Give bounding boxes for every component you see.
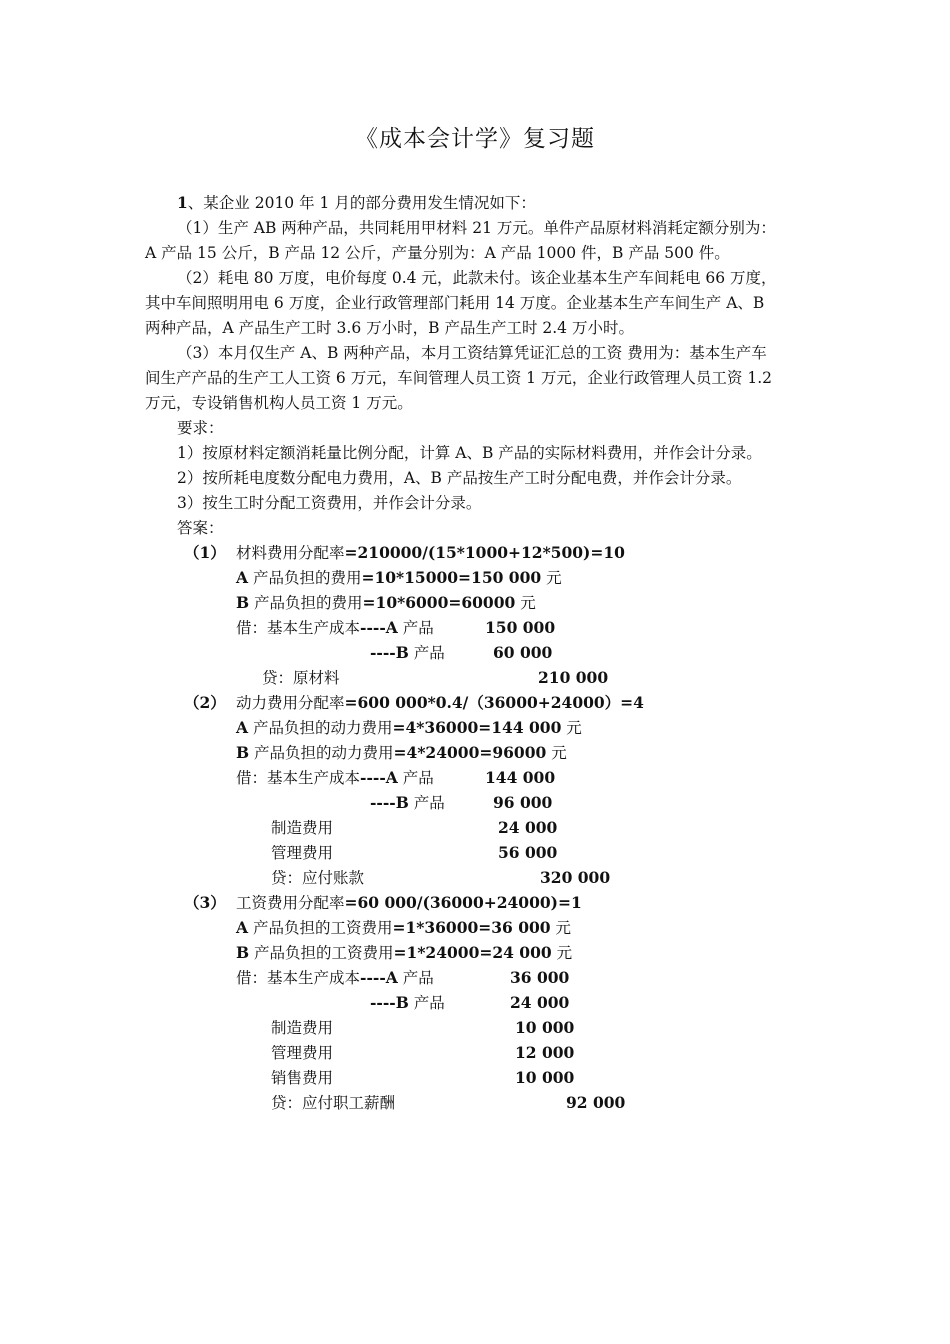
answer-1-a-value: =10*15000=150 000 [361, 568, 542, 587]
question-intro-text: 、某企业 2010 年 1 月的部分费用发生情况如下： [187, 194, 536, 212]
problem-2-line-1: （2）耗电 80 万度，电价每度 0.4 元，此款未付。该企业基本生产车间耗电 66 万度， [177, 269, 777, 287]
answer-1-a-letter: A [236, 568, 249, 587]
answer-1-credit-label: 贷：原材料 [262, 669, 340, 687]
answer-3-debit-a-amount: 36 000 [510, 968, 570, 987]
requirement-3: 3）按生工时分配工资费用，并作会计分录。 [177, 494, 482, 512]
answer-3-rate-value: =60 000/(36000+24000)=1 [344, 893, 582, 912]
answer-2-rate [236, 693, 644, 713]
answer-2-a-letter: A [236, 718, 249, 737]
answer-2-debit-b-account: ----B [370, 793, 409, 812]
answer-3-debit-b [370, 993, 445, 1013]
answer-1-rate [236, 543, 625, 563]
answer-3-b-label: 产品负担的工资费用 [249, 944, 394, 962]
answer-3-rate-label: 工资费用分配率 [236, 894, 345, 912]
question-number: 1 [177, 193, 188, 212]
answer-2-number: （2） [184, 693, 226, 712]
answer-3-a-value: =1*36000=36 000 [392, 918, 551, 937]
answer-3-credit-label: 贷：应付职工薪酬 [271, 1094, 396, 1112]
answer-1-rate-value: =210000/(15*1000+12*500)=10 [344, 543, 625, 562]
problem-1-line-1: （1）生产 AB 两种产品，共同耗用甲材料 21 万元。单件产品原材料消耗定额分别为： [177, 219, 776, 237]
answer-3-debit-a-label: 产品 [397, 969, 434, 987]
answer-2-b-cost [236, 743, 567, 763]
answer-3-b-value: =1*24000=24 000 [393, 943, 552, 962]
problem-3-line-3: 万元，专设销售机构人员工资 1 万元。 [145, 394, 413, 412]
answer-3-mfg-label: 制造费用 [271, 1019, 334, 1037]
answer-1-debit-a-account: ----A [360, 618, 398, 637]
problem-2-line-3: 两种产品，A 产品生产工时 3.6 万小时，B 产品生产工时 2.4 万小时。 [145, 319, 634, 337]
answer-1-debit-a-label: 产品 [397, 619, 434, 637]
answer-1-debit-b [370, 643, 445, 663]
requirement-2: 2）按所耗电度数分配电力费用，A、B 产品按生产工时分配电费，并作会计分录。 [177, 469, 742, 487]
answer-3-debit-a-account: ----A [360, 968, 398, 987]
answer-2-rate-value: =600 000*0.4/（36000+24000）=4 [344, 693, 644, 712]
answer-2-debit-a-label: 产品 [397, 769, 434, 787]
answer-3-debit-label: 借：基本生产成本 [236, 969, 361, 987]
answer-label: 答案： [177, 519, 224, 537]
answer-2-b-label: 产品负担的动力费用 [249, 744, 394, 762]
answer-2-debit-b [370, 793, 445, 813]
answer-1-debit-b-label: 产品 [408, 644, 445, 662]
answer-2-credit-label: 贷：应付账款 [271, 869, 365, 887]
answer-2-b-value: =4*24000=96000 [393, 743, 547, 762]
answer-3-b-letter: B [236, 943, 250, 962]
answer-1-b-unit: 元 [515, 594, 536, 612]
answer-3-debit-b-label: 产品 [408, 994, 445, 1012]
problem-3-line-1: （3）本月仅生产 A、B 两种产品，本月工资结算凭证汇总的工资 费用为：基本生产车 [177, 344, 767, 362]
answer-3-a-unit: 元 [550, 919, 572, 937]
answer-2-debit-a [236, 768, 434, 788]
answer-1-b-letter: B [236, 593, 250, 612]
answer-1-a-unit: 元 [541, 569, 562, 587]
answer-1-rate-label: 材料费用分配率 [236, 544, 345, 562]
answer-3-debit-b-amount: 24 000 [510, 993, 570, 1012]
answer-3-admin-label: 管理费用 [271, 1044, 334, 1062]
answer-2-debit-a-account: ----A [360, 768, 398, 787]
answer-3-a-cost [236, 918, 571, 938]
problem-1-line-2: A 产品 15 公斤，B 产品 12 公斤，产量分别为：A 产品 1000 件，B 产品 500 件。 [145, 244, 730, 262]
answer-3-selling-label: 销售费用 [271, 1069, 334, 1087]
problem-3-line-2: 间生产产品的生产工人工资 6 万元，车间管理人员工资 1 万元，企业行政管理人员工资 1.2 [145, 369, 773, 387]
answer-2-admin-amount: 56 000 [498, 843, 558, 862]
answer-2-admin-label: 管理费用 [271, 844, 334, 862]
answer-1-b-value: =10*6000=60000 [362, 593, 516, 612]
answer-3-b-cost [236, 943, 572, 963]
answer-1-debit-a [236, 618, 434, 638]
answer-2-debit-b-amount: 96 000 [493, 793, 553, 812]
answer-3-credit-amount: 92 000 [566, 1093, 626, 1112]
answer-2-a-value: =4*36000=144 000 [392, 718, 562, 737]
requirement-1: 1）按原材料定额消耗量比例分配，计算 A、B 产品的实际材料费用，并作会计分录。 [177, 444, 762, 462]
answer-3-b-unit: 元 [551, 944, 573, 962]
answer-3-rate [236, 893, 582, 913]
answer-2-mfg-label: 制造费用 [271, 819, 334, 837]
answer-1-debit-b-amount: 60 000 [493, 643, 553, 662]
answer-3-mfg-amount: 10 000 [515, 1018, 575, 1037]
answer-1-debit-label: 借：基本生产成本 [236, 619, 361, 637]
answer-1-b-label: 产品负担的费用 [249, 594, 363, 612]
question-intro [177, 193, 536, 213]
answer-2-a-unit: 元 [561, 719, 582, 737]
answer-3-a-label: 产品负担的工资费用 [248, 919, 393, 937]
answer-2-a-cost [236, 718, 582, 738]
answer-3-admin-amount: 12 000 [515, 1043, 575, 1062]
answer-1-a-label: 产品负担的费用 [248, 569, 362, 587]
answer-2-mfg-amount: 24 000 [498, 818, 558, 837]
answer-1-b-cost [236, 593, 536, 613]
answer-2-credit-amount: 320 000 [540, 868, 611, 887]
answer-1-a-cost [236, 568, 562, 588]
answer-1-debit-a-amount: 150 000 [485, 618, 556, 637]
answer-2-debit-b-label: 产品 [408, 794, 445, 812]
answer-3-debit-a [236, 968, 434, 988]
answer-3-number: （3） [184, 893, 226, 912]
answer-3-a-letter: A [236, 918, 249, 937]
answer-3-debit-b-account: ----B [370, 993, 409, 1012]
answer-2-b-letter: B [236, 743, 250, 762]
answer-1-number: （1） [184, 543, 226, 562]
answer-2-debit-a-amount: 144 000 [485, 768, 556, 787]
answer-2-a-label: 产品负担的动力费用 [248, 719, 393, 737]
answer-1-debit-b-account: ----B [370, 643, 409, 662]
requirements-label: 要求： [177, 419, 224, 437]
answer-2-b-unit: 元 [546, 744, 567, 762]
page-title: 《成本会计学》复习题 [355, 126, 595, 152]
answer-1-credit-amount: 210 000 [538, 668, 609, 687]
answer-2-rate-label: 动力费用分配率 [236, 694, 345, 712]
answer-3-selling-amount: 10 000 [515, 1068, 575, 1087]
problem-2-line-2: 其中车间照明用电 6 万度，企业行政管理部门耗用 14 万度。企业基本生产车间生产 A、B [145, 294, 765, 312]
answer-2-debit-label: 借：基本生产成本 [236, 769, 361, 787]
